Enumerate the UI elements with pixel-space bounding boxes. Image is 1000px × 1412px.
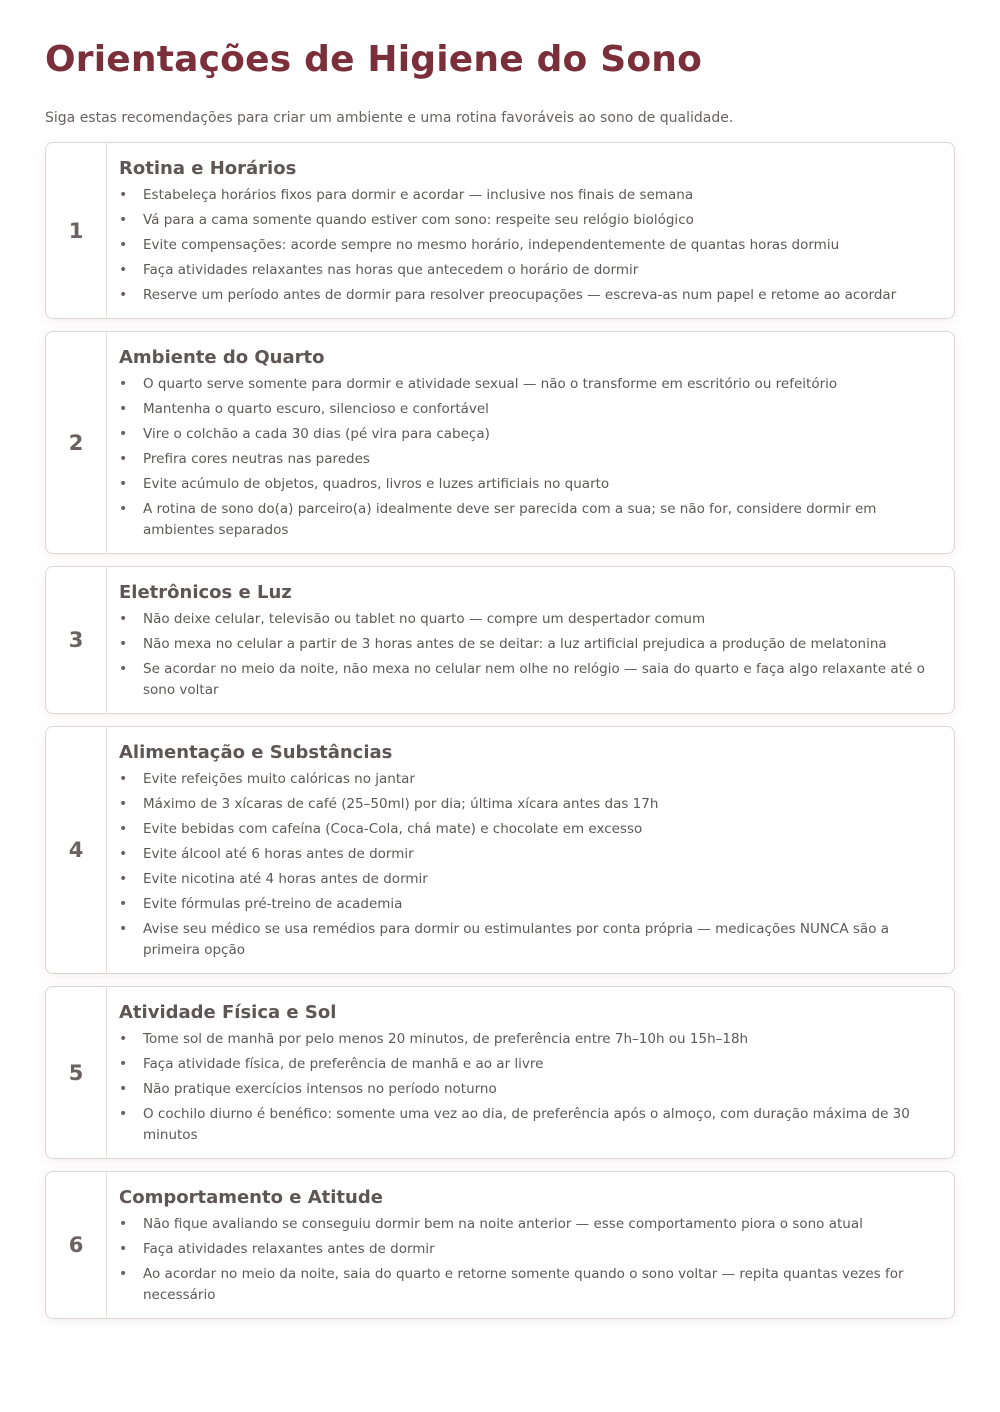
list-item: • Evite nicotina até 4 horas antes de dormir — [119, 869, 934, 890]
section-item-list — [119, 374, 934, 541]
list-item: • Tome sol de manhã por pelo menos 20 minutos, de preferência entre 7h–10h ou 15h–18h — [119, 1029, 934, 1050]
section-card — [45, 331, 955, 554]
list-item: • Faça atividades relaxantes antes de dormir — [119, 1239, 934, 1260]
section-number: 6 — [46, 1172, 107, 1318]
section-content — [107, 143, 954, 318]
list-item: • O quarto serve somente para dormir e atividade sexual — não o transforme em escritório ou refeitório — [119, 374, 934, 395]
list-item: • Não fique avaliando se conseguiu dormir bem na noite anterior — esse comportamento piora o sono atual — [119, 1214, 934, 1235]
document-page — [45, 38, 955, 1331]
section-content — [107, 567, 954, 713]
section-content — [107, 727, 954, 973]
section-content — [107, 332, 954, 553]
section-number: 4 — [46, 727, 107, 973]
list-item: • Faça atividade física, de preferência de manhã e ao ar livre — [119, 1054, 934, 1075]
section-content — [107, 987, 954, 1158]
list-item: • Evite refeições muito calóricas no jantar — [119, 769, 934, 790]
list-item: • Evite acúmulo de objetos, quadros, livros e luzes artificiais no quarto — [119, 474, 934, 495]
list-item: • Ao acordar no meio da noite, saia do quarto e retorne somente quando o sono voltar — repita quantas vezes for necessário — [119, 1264, 934, 1306]
list-item: • Evite álcool até 6 horas antes de dormir — [119, 844, 934, 865]
list-item: • Não pratique exercícios intensos no período noturno — [119, 1079, 934, 1100]
page-title: Orientações de Higiene do Sono — [45, 39, 703, 80]
list-item: • Prefira cores neutras nas paredes — [119, 449, 934, 470]
list-item: • Não mexa no celular a partir de 3 horas antes de se deitar: a luz artificial prejudica a produção de melatonina — [119, 634, 934, 655]
section-item-list — [119, 1214, 934, 1306]
section-card — [45, 986, 955, 1159]
section-number: 2 — [46, 332, 107, 553]
section-title: Rotina e Horários — [119, 158, 297, 179]
list-item: • Vá para a cama somente quando estiver com sono: respeite seu relógio biológico — [119, 210, 934, 231]
section-title: Alimentação e Substâncias — [119, 742, 393, 763]
list-item: • Estabeleça horários fixos para dormir e acordar — inclusive nos finais de semana — [119, 185, 934, 206]
section-title: Ambiente do Quarto — [119, 347, 325, 368]
list-item: • Evite compensações: acorde sempre no mesmo horário, independentemente de quantas horas dormiu — [119, 235, 934, 256]
list-item: • Evite bebidas com cafeína (Coca-Cola, chá mate) e chocolate em excesso — [119, 819, 934, 840]
section-title: Eletrônicos e Luz — [119, 582, 292, 603]
list-item: • Evite fórmulas pré-treino de academia — [119, 894, 934, 915]
section-item-list — [119, 1029, 934, 1146]
page-subtitle: Siga estas recomendações para criar um ambiente e uma rotina favoráveis ao sono de qualidade. — [45, 110, 734, 126]
section-card — [45, 566, 955, 714]
section-number: 1 — [46, 143, 107, 318]
list-item: • Vire o colchão a cada 30 dias (pé vira para cabeça) — [119, 424, 934, 445]
section-title: Atividade Física e Sol — [119, 1002, 337, 1023]
section-content — [107, 1172, 954, 1318]
list-item: • A rotina de sono do(a) parceiro(a) idealmente deve ser parecida com a sua; se não for, considere dormir em ambientes separados — [119, 499, 934, 541]
list-item: • Mantenha o quarto escuro, silencioso e confortável — [119, 399, 934, 420]
section-card — [45, 1171, 955, 1319]
section-card — [45, 142, 955, 319]
list-item: • Reserve um período antes de dormir para resolver preocupações — escreva-as num papel e retome ao acordar — [119, 285, 934, 306]
section-item-list — [119, 185, 934, 306]
list-item: • Se acordar no meio da noite, não mexa no celular nem olhe no relógio — saia do quarto e faça algo relaxante até o sono voltar — [119, 659, 934, 701]
list-item: • Avise seu médico se usa remédios para dormir ou estimulantes por conta própria — medicações NUNCA são a primeira opção — [119, 919, 934, 961]
section-card — [45, 726, 955, 974]
section-item-list — [119, 769, 934, 961]
section-number: 5 — [46, 987, 107, 1158]
section-item-list — [119, 609, 934, 701]
sections-list — [45, 142, 955, 1319]
list-item: • Faça atividades relaxantes nas horas que antecedem o horário de dormir — [119, 260, 934, 281]
section-title: Comportamento e Atitude — [119, 1187, 383, 1208]
list-item: • Não deixe celular, televisão ou tablet no quarto — compre um despertador comum — [119, 609, 934, 630]
section-number: 3 — [46, 567, 107, 713]
list-item: • O cochilo diurno é benéfico: somente uma vez ao dia, de preferência após o almoço, com duração máxima de 30 minutos — [119, 1104, 934, 1146]
list-item: • Máximo de 3 xícaras de café (25–50ml) por dia; última xícara antes das 17h — [119, 794, 934, 815]
